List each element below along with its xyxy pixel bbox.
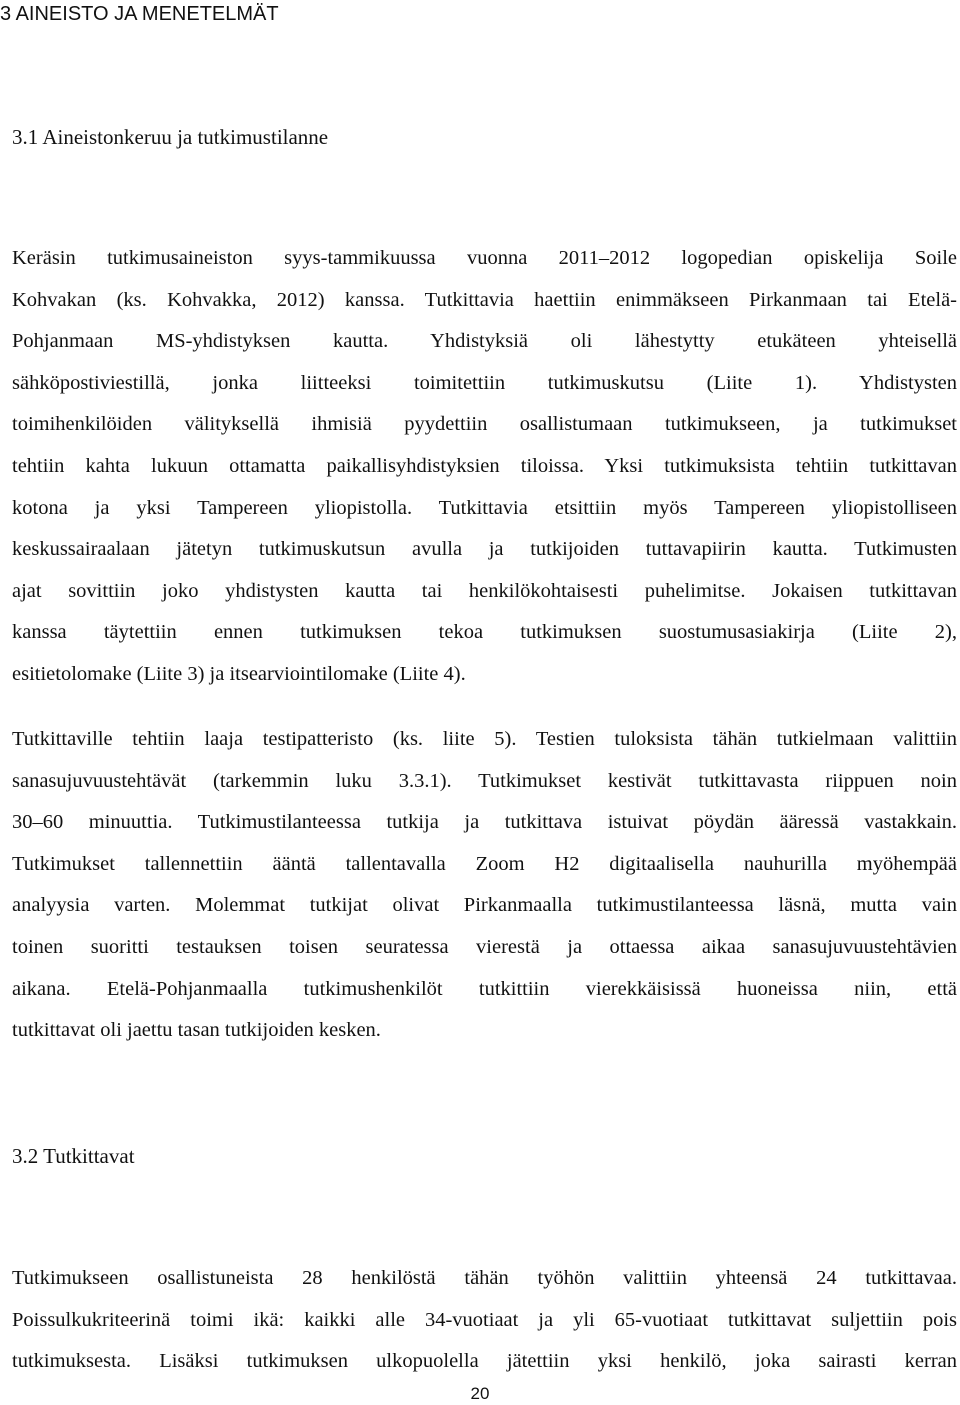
text-line: kanssa täytettiin ennen tutkimuksen tekoa tutkimuksen suostumusasiakirja (Liite 2),	[12, 621, 957, 644]
text-line: Pohjanmaan MS-yhdistyksen kautta. Yhdistyksiä oli lähestytty etukäteen yhteisellä	[12, 330, 957, 353]
text-line: Tutkimukseen osallistuneista 28 henkilöstä tähän työhön valittiin yhteensä 24 tutkittavaa.	[12, 1267, 957, 1289]
text-line: esitietolomake (Liite 3) ja itsearviointilomake (Liite 4).	[12, 662, 466, 685]
text-line: toimihenkilöiden välityksellä ihmisiä pyydettiin osallistumaan tutkimukseen, ja tutkimukset	[12, 413, 957, 436]
text-line: Poissulkukriteerinä toimi ikä: kaikki alle 34-vuotiaat ja yli 65-vuotiaat tutkittavat suljettiin pois	[12, 1308, 957, 1331]
text-line: Kohvakan (ks. Kohvakka, 2012) kanssa. Tutkittavia haettiin enimmäkseen Pirkanmaan tai Etelä-	[12, 288, 957, 311]
text-line: Keräsin tutkimusaineiston syys-tammikuussa vuonna 2011–2012 logopedian opiskelija Soile	[12, 247, 957, 269]
text-line: toinen suoritti testauksen toisen seuratessa vierestä ja ottaessa aikaa sanasujuvuustehtävien	[12, 935, 957, 958]
text-line: kotona ja yksi Tampereen yliopistolla. Tutkittavia etsittiin myös Tampereen yliopistolliseen	[12, 496, 957, 519]
section1-paragraph-1	[12, 238, 957, 696]
text-line: Tutkittaville tehtiin laaja testipatteristo (ks. liite 5). Testien tuloksista tähän tutkielmaan valittiin	[12, 728, 957, 750]
section-heading-3-1: 3.1 Aineistonkeruu ja tutkimustilanne	[12, 125, 329, 149]
section1-paragraph-2	[12, 719, 957, 1052]
text-line: sähköpostiviestillä, jonka liitteeksi toimitettiin tutkimuskutsu (Liite 1). Yhdistysten	[12, 371, 957, 394]
section-heading-3-2: 3.2 Tutkittavat	[12, 1144, 135, 1168]
chapter-heading: 3 AINEISTO JA MENETELMÄT	[0, 3, 279, 25]
text-line: tutkittavat oli jaettu tasan tutkijoiden kesken.	[12, 1019, 381, 1042]
text-line: 30–60 minuuttia. Tutkimustilanteessa tutkija ja tutkittava istuivat pöydän ääressä vastakkain.	[12, 811, 957, 834]
text-line: ajat sovittiin joko yhdistysten kautta tai henkilökohtaisesti puhelimitse. Jokaisen tutkittavan	[12, 579, 957, 602]
text-line: Tutkimukset tallennettiin ääntä tallentavalla Zoom H2 digitaalisella nauhurilla myöhempää	[12, 852, 957, 875]
text-line: sanasujuvuustehtävät (tarkemmin luku 3.3.1). Tutkimukset kestivät tutkittavasta riippuen noin	[12, 769, 957, 792]
text-line: analyysia varten. Molemmat tutkijat olivat Pirkanmaalla tutkimustilanteessa läsnä, mutta vain	[12, 894, 957, 917]
section2-paragraph-1	[12, 1258, 957, 1383]
page-number: 20	[470, 1384, 490, 1403]
text-line: tehtiin kahta lukuun ottamatta paikallisyhdistyksien tiloissa. Yksi tutkimuksista tehtiin tutkittavan	[12, 454, 957, 477]
text-line: tutkimuksesta. Lisäksi tutkimuksen ulkopuolella jätettiin yksi henkilö, joka sairasti kerran	[12, 1350, 957, 1373]
text-line: aikana. Etelä-Pohjanmaalla tutkimushenkilöt tutkittiin vierekkäisissä huoneissa niin, että	[12, 977, 957, 1000]
text-line: keskussairaalaan jätetyn tutkimuskutsun avulla ja tutkijoiden tuttavapiirin kautta. Tutkimusten	[12, 538, 957, 561]
